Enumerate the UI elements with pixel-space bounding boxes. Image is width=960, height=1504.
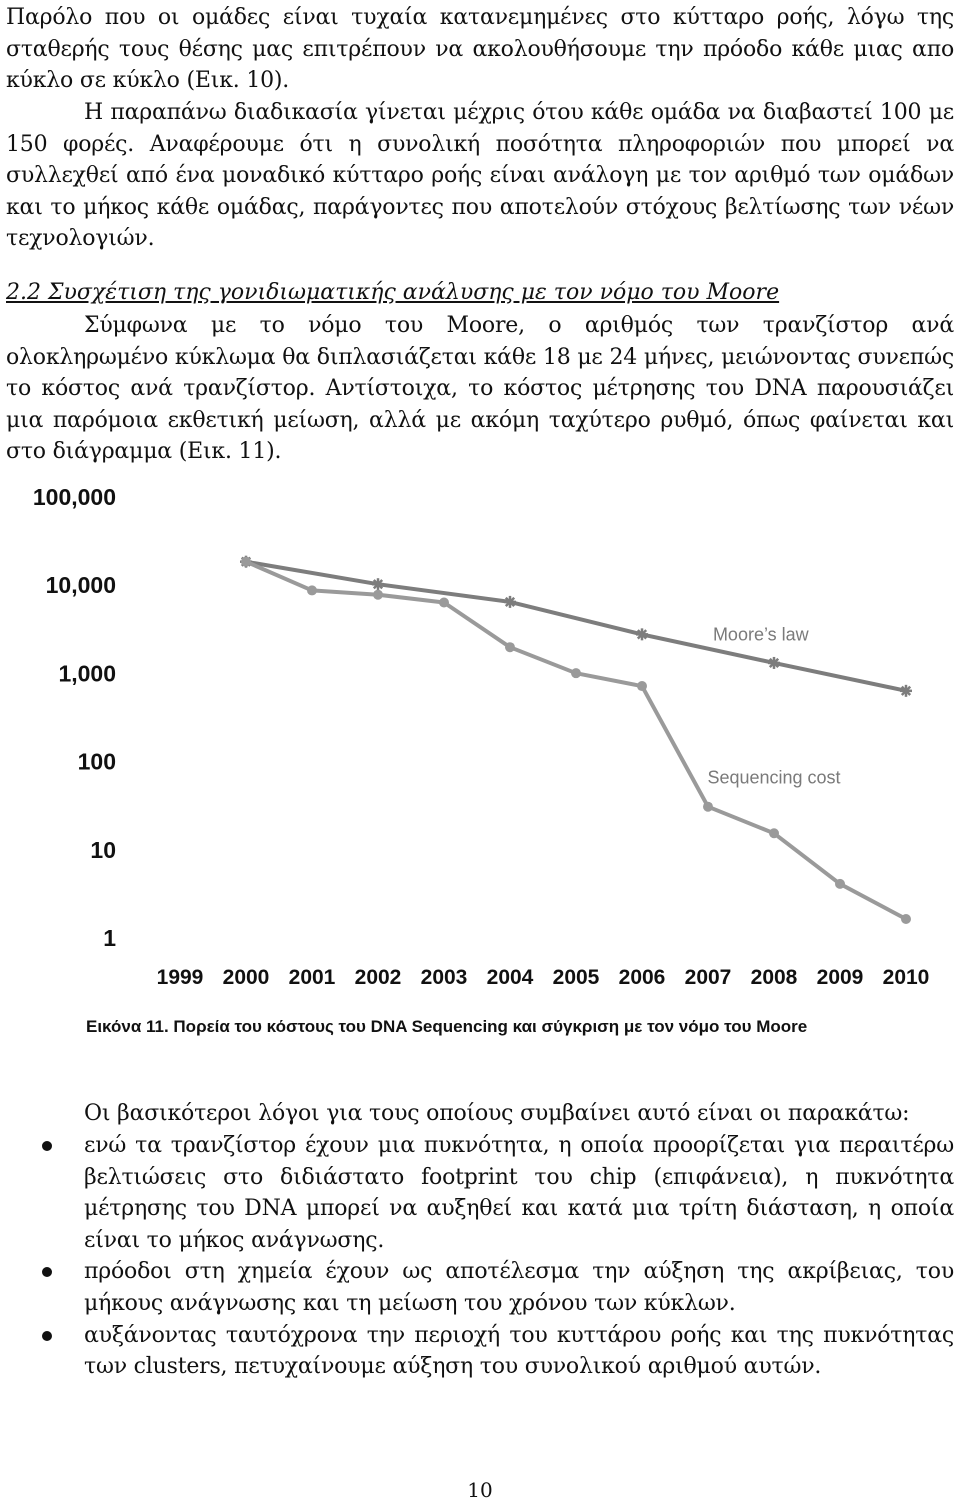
x-tick-label: 2005 xyxy=(552,966,600,989)
data-point xyxy=(769,828,779,838)
data-point xyxy=(505,642,515,652)
data-point xyxy=(571,668,581,678)
bullet-icon xyxy=(42,1141,52,1151)
figure-caption: Εικόνα 11. Πορεία του κόστους του DNA Sequencing και σύγκριση με τον νόμο του Moore xyxy=(86,1017,808,1036)
data-point xyxy=(636,628,648,640)
data-point xyxy=(439,598,449,608)
data-point xyxy=(768,657,780,669)
y-tick-label: 100,000 xyxy=(32,484,116,510)
page-number: 10 xyxy=(467,1478,493,1502)
list-item xyxy=(0,1320,960,1383)
data-point xyxy=(504,596,516,608)
sequencing-cost-chart xyxy=(0,470,960,1010)
x-tick-label: 2007 xyxy=(684,966,732,989)
y-tick-label: 1 xyxy=(103,925,116,951)
x-tick-label: 2010 xyxy=(882,966,930,989)
data-point xyxy=(835,879,845,889)
paragraph-reasons-intro: Οι βασικότεροι λόγοι για τους οποίους συμβαίνει αυτό είναι οι παρακάτω: xyxy=(84,1101,910,1126)
x-tick-label: 2006 xyxy=(618,966,666,989)
series-annotation-label: Sequencing cost xyxy=(707,767,841,788)
list-item-text: αυξάνοντας ταυτόχρονα την περιοχή του κυττάρου ροής και της πυκνότητας των clusters, πετυχαίνουμε αύξηση του συνολικού αριθμού αυτών. xyxy=(84,1322,954,1380)
chart-series xyxy=(240,556,912,924)
bullet-icon xyxy=(42,1331,52,1341)
data-point xyxy=(900,685,912,697)
data-point xyxy=(307,585,317,595)
x-tick-label: 2003 xyxy=(420,966,468,989)
data-point xyxy=(901,914,911,924)
y-tick-label: 1,000 xyxy=(58,660,116,687)
y-tick-label: 100 xyxy=(77,748,116,775)
x-tick-label: 2000 xyxy=(222,966,270,989)
x-tick-label: 1999 xyxy=(156,966,204,989)
reasons-list xyxy=(0,1130,960,1383)
paragraph-intro: Παρόλο που οι ομάδες είναι τυχαία κατανεμημένες στο κύτταρο ροής, λόγω της σταθερής τους θέσης μας επιτρέπουν να ακολουθήσουμε την πρόοδο κάθε μιας απο κύκλο σε κύκλο (Εικ. 10). xyxy=(6,5,954,94)
x-tick-label: 2002 xyxy=(354,966,402,989)
data-point xyxy=(241,557,251,567)
paragraph-moore-text: Σύμφωνα με το νόμο του Moore, ο αριθμός των τρανζίστορ ανά ολοκληρωμένο κύκλωμα θα διπλασιάζεται κάθε 18 με 24 μήνες, μειώνοντας συνεπώς το κόστος ανά τρανζίστορ. Αντίστοιχα, το κόστος μέτρησης του DNA παρουσιάζει μια παρόμοια εκθετική μείωση, αλλά με ακόμη ταχύτερο ρυθμό, όπως φαίνεται και στο διάγραμμα (Εικ. 11). xyxy=(6,313,954,465)
series-line-sequencing-cost xyxy=(246,562,906,919)
chart-axes xyxy=(33,484,930,989)
data-point xyxy=(637,681,647,691)
list-item-text: ενώ τα τρανζίστορ έχουν μια πυκνότητα, η οποία προορίζεται για περαιτέρω βελτιώσεις στο διδιάστατο footprint του chip (επιφάνεια), η πυκνότητα μέτρησης του DNA μπορεί να αυξηθεί και κατά μια τρίτη διάσταση, η οποία είναι το μήκος ανάγνωσης. xyxy=(84,1133,954,1253)
x-tick-label: 2008 xyxy=(750,966,798,989)
data-point xyxy=(372,578,384,590)
paragraph-second xyxy=(6,97,954,255)
series-annotation-label: Moore’s law xyxy=(712,624,809,645)
data-point xyxy=(373,590,383,600)
chart-annotations xyxy=(707,624,840,787)
x-tick-label: 2001 xyxy=(288,966,336,989)
x-tick-label: 2004 xyxy=(486,966,534,989)
paragraph-second-text: Η παραπάνω διαδικασία γίνεται μέχρις ότου κάθε ομάδα να διαβαστεί 100 με 150 φορές. Αναφέρουμε ότι η συνολική ποσότητα πληροφοριών που μπορεί να συλλεχθεί από ένα μοναδικό κύτταρο ροής είναι ανάλογη με τον αριθμό των ομάδων και το μήκος κάθε ομάδας, παράγοντες που αποτελούν στόχους βελτίωσης των νέων τεχνολογιών. xyxy=(6,100,954,252)
list-item xyxy=(0,1130,960,1256)
list-item xyxy=(0,1256,960,1319)
section-heading: 2.2 Συσχέτιση της γονιδιωματικής ανάλυσης με τον νόμο του Moore xyxy=(6,280,780,305)
bullet-icon xyxy=(42,1267,52,1277)
list-item-text: πρόοδοι στη χημεία έχουν ως αποτέλεσμα την αύξηση της ακρίβειας, του μήκους ανάγνωσης και τη μείωση του χρόνου των κύκλων. xyxy=(84,1259,954,1316)
y-tick-label: 10,000 xyxy=(45,572,116,599)
y-tick-label: 10 xyxy=(90,836,116,863)
data-point xyxy=(703,802,713,812)
paragraph-moore xyxy=(6,310,954,468)
x-tick-label: 2009 xyxy=(816,966,864,989)
